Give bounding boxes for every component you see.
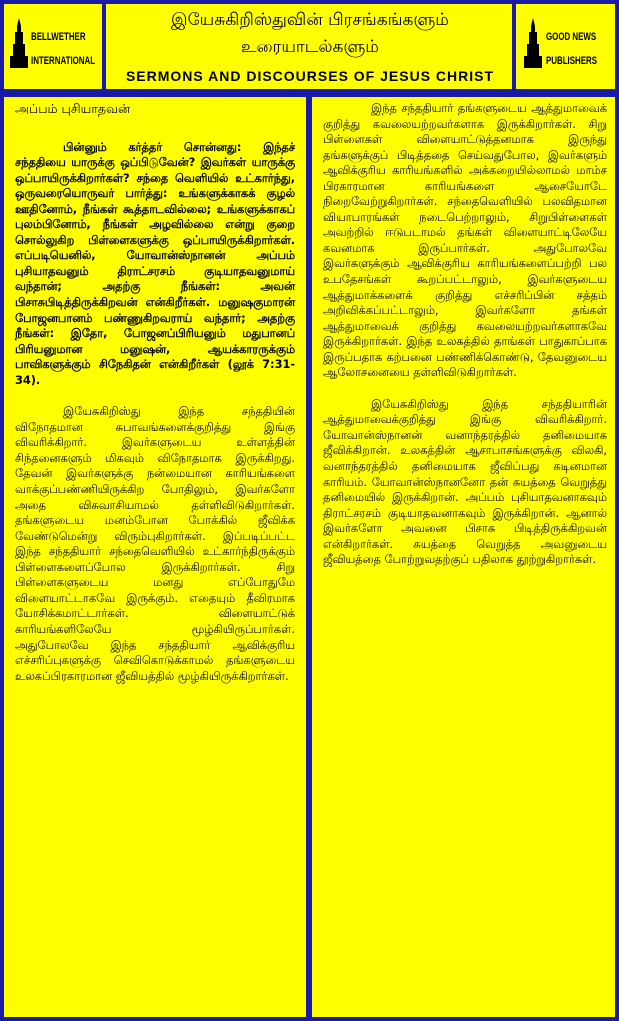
title-english: SERMONS AND DISCOURSES OF JESUS CHRIST: [125, 68, 495, 84]
left-logo-line2: INTERNATIONAL: [31, 55, 96, 67]
left-paragraph: இயேசுகிறிஸ்து இந்த சந்ததியின் விநோதமான சுபாவங்களைக்குறித்து இங்கு விவரிக்கிறார். இவர்களுடைய உள்ளத்தின் சிந்தனைகளும் மிகவும் விநோதமாக இருக்கிறது. தேவன் இவர்களுக்கு நன்மையான காரியங்களை வாக்குப்பண்ணியிருக்கிற போதிலும், இவர்களோ அதை விசுவாசியாமல் தள்ளிவிடுகிறார்கள். தங்களுடைய மனம்போன போக்கில் ஜீவிக்க வேண்டுமென்று விரும்புகிறார்கள். இப்படிப்பட்ட இந்த சந்ததியார் சந்தைவெளியில் உட்கார்ந்திருக்கும் பிள்ளைகளைப்போல இருக்கிறார்கள். சிறு பிள்ளைகளுடைய மனது எப்போதுமே விளையாட்டாகவே இருக்கும். எதையும் தீவிரமாக யோசிக்கமாட்டார்கள். விளையாட்டுக் காரியங்களிலேயே மூழ்கியிருப்பார்கள். அதுபோலவே இந்த சந்ததியார் ஆவிக்குரிய எச்சரிப்புகளுக்கு செவிகொடுக்காமல் தங்களுடைய உலகப்பிரகாரமான ஜீவியத்தில் மூழ்கியிருக்கிறார்கள்.: [15, 404, 295, 683]
right-paragraph-1: இந்த சந்ததியார் தங்களுடைய ஆத்துமாவைக் குறித்து கவலையற்றவர்களாக இருக்கிறார்கள். சிறு பிள்ளைகள் விளையாட்டுத்தனமாக இருந்து தங்களுக்குப் பிடித்ததை செய்வதுபோல, இவர்களும் ஆவிக்குரிய காரியங்களில் அக்கறையில்லாமல் மாம்ச பிரகாரமான காரியங்களை ஆசையோடே நிறைவேற்றுகிறார்கள். சந்தைவெளியில் பலவிதமான வியாபாரங்கள் நடைபெற்றாலும், சிறுபிள்ளைகள் அவற்றில் ஈடுபடாமல் தங்கள் விளையாட்டிலேயே கவனமாக இருப்பார்கள். அதுபோலவே இவர்களுக்கும் ஆவிக்குரிய காரியங்களைப்பற்றி பல உபதேசங்கள் கூறப்பட்டாலும், இவர்களுடைய ஆத்துமாக்களைக் குறித்து எச்சரிப்பின் சத்தம் அறிவிக்கப்பட்டாலும், இவர்களோ தங்கள் ஆத்துமாவைக் குறித்து கவலையற்றவர்களாகவே இருக்கிறார்கள். இந்த உலகத்தில் தாங்கள் பாதுகாப்பாக இருப்பதாக கற்பனை பண்ணிக்கொண்டு, தேவனுடைய ஆலோசனையை தள்ளிவிடுகிறார்கள்.: [323, 101, 607, 380]
left-column: [15, 101, 295, 684]
right-paragraph-2: இயேசுகிறிஸ்து இந்த சந்ததியாரின் ஆத்துமாவைக்குறித்து இங்கு விவரிக்கிறார். யோவான்ஸ்நானன் வனாந்தரத்தில் தனிமையாக ஜீவிக்கிறான். உலகத்தின் ஆசாபாசங்களுக்கு விலகி, வனாந்தரத்தில் தனிமையாக ஜீவிப்பது கடினமான காரியம். யோவான்ஸ்நானனோ தன் சுயத்தை வெறுத்து தனிமையில் இருக்கிறான். அப்பம் புசியாதவனாகவும் திராட்சரசம் குடியாதவனாகவும் இருக்கிறான். ஆனால் இவர்களோ அவனை பிசாசு பிடித்திருக்கிறவன் என்கிறார்கள். சுயத்தை வெறுத்த அவனுடைய ஜீவியத்தை போற்றுவதற்குப் பதிலாக தூற்றுகிறார்கள்.: [323, 396, 607, 567]
section-heading: அப்பம் புசியாதவன்: [15, 101, 131, 116]
title-tamil-line2: உரையாடல்களும்: [241, 37, 379, 57]
title-tamil-line1: இயேசுகிறிஸ்துவின் பிரசங்கங்களும்: [171, 10, 449, 30]
left-logo-line1: BELLWETHER: [31, 31, 86, 43]
scripture-quote: பின்னும் கர்த்தர் சொன்னது: இந்தச் சந்ததியை யாருக்கு ஒப்பிடுவேன்? இவர்கள் யாருக்கு ஒப்பாயிருக்கிறார்கள்? சந்தை வெளியில் உட்கார்ந்து, ஒருவரையொருவர் பார்த்து: உங்களுக்காகக் குழல் ஊதினோம், நீங்கள் கூத்தாடவில்லை; உங்களுக்காகப் புலம்பினோம், நீங்கள் அழவில்லை என்று குறை சொல்லுகிற பிள்ளைகளுக்கு ஒப்பாயிருக்கிறார்கள். எப்படியெனில், யோவான்ஸ்நானன் அப்பம் புசியாதவனும் திராட்சரசம் குடியாதவனுமாய் வந்தான்; அதற்கு நீங்கள்: அவன் பிசாசுபிடித்திருக்கிறவன் என்கிறீர்கள். மனுஷகுமாரன் போஜனபானம் பண்ணுகிறவராய் வந்தார்; அதற்கு நீங்கள்: இதோ, போஜனப்பிரியனும் மதுபானப் பிரியனுமான மனுஷன், ஆயக்காரருக்கும் பாவிகளுக்கும் சிநேகிதன் என்கிறீர்கள் (லூக் 7:31-34).: [15, 139, 295, 387]
tower-icon: [9, 18, 29, 68]
tower-icon: [523, 18, 543, 68]
right-logo-line1: GOOD NEWS: [546, 31, 597, 43]
right-logo-line2: PUBLISHERS: [546, 55, 598, 67]
right-column: [323, 101, 607, 568]
